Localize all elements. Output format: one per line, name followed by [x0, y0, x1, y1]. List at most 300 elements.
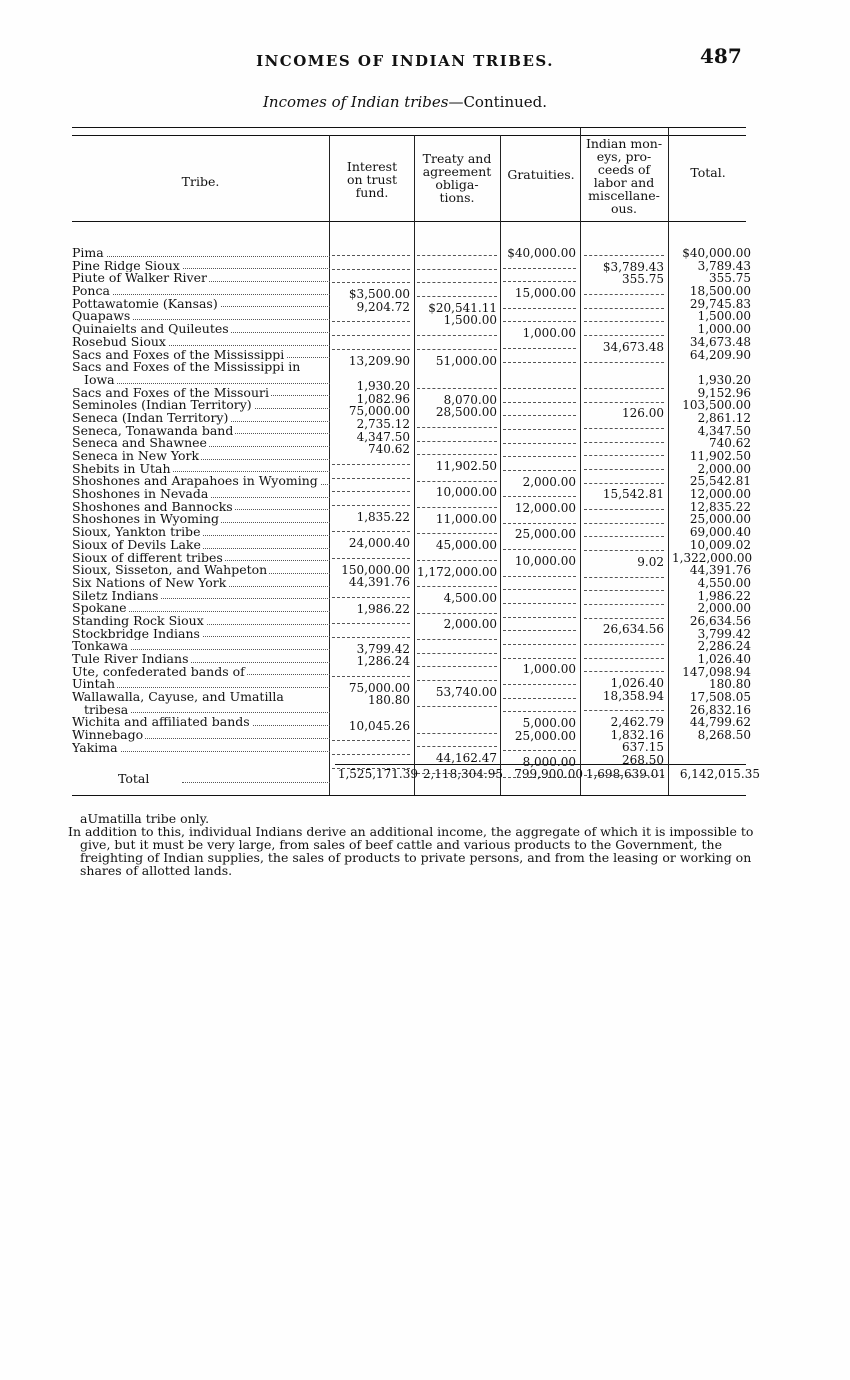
table-row — [72, 336, 330, 349]
total-cell: 25,542.81 — [689, 474, 751, 489]
gratuities-cell — [503, 421, 576, 430]
gratuities-cell — [503, 636, 576, 645]
tribe-name: Shoshones and Bannocks — [72, 500, 233, 514]
treaty-cell — [417, 247, 497, 256]
treaty-cell: 1,500.00 — [443, 313, 497, 328]
gratuities-cell — [503, 690, 576, 699]
tribe-name: Rosebud Sioux — [72, 335, 166, 349]
table-row — [72, 412, 330, 425]
labor-cell — [584, 447, 664, 456]
table-row — [72, 602, 330, 615]
total-grand: 6,142,015.35 — [679, 767, 760, 781]
labor-cell: 9.02 — [637, 554, 664, 569]
gratuities-cell: 1,000.00 — [522, 326, 576, 341]
labor-cell: 26,634.56 — [602, 622, 664, 637]
tribe-name: Uintah — [72, 678, 116, 692]
treaty-cell: 53,740.00 — [435, 684, 497, 699]
gratuities-cell — [503, 488, 576, 497]
tribe-name: Quinaielts and Quileutes — [72, 323, 229, 336]
table-row — [72, 399, 330, 412]
gratuities-cell: 10,000.00 — [514, 553, 576, 568]
tribe-name: Shoshones in Wyoming — [72, 513, 220, 527]
tribe-name: Quapaws — [72, 310, 131, 324]
total-cell: 4,347.50 — [697, 423, 751, 438]
tribe-name: Shoshones in Nevada — [72, 488, 209, 501]
tribe-name: Tule River Indians — [72, 653, 189, 666]
labor-cell — [584, 542, 664, 551]
tribe-name: Iowa — [72, 374, 117, 387]
table-row — [72, 628, 330, 641]
interest-cell: 1,286.24 — [356, 654, 410, 669]
gratuities-cell — [503, 462, 576, 471]
interest-cell: 75,000.00 — [348, 404, 410, 419]
gratuities-cell — [503, 622, 576, 631]
tribe-name: Six Nations of New York — [72, 576, 227, 590]
gratuities-cell — [503, 609, 576, 618]
tribe-name: Pottawatomie (Kansas) — [72, 297, 218, 311]
column-divider — [414, 135, 415, 795]
tribe-name: Pine Ridge Sioux — [72, 259, 180, 273]
footnote-text: In addition to this, individual Indians derive an additional income, the aggregate of which it is impossible to give, but it must be very large, from sales of beef cattle and various products to the Government, the freighting of Indian supplies, the sales of products to private persons, and from the leasing or working on shares of allotted lands. — [68, 824, 754, 878]
table-row — [72, 323, 330, 336]
total-cell: 2,861.12 — [697, 410, 751, 425]
tribe-name: Winnebago — [72, 729, 144, 742]
tribe-name: Seneca and Shawnee — [72, 437, 207, 450]
gratuities-cell: 15,000.00 — [514, 286, 576, 301]
table-row — [72, 716, 330, 729]
total-cell: 3,789.43 — [697, 258, 751, 273]
treaty-cell: 44,162.47 — [435, 751, 497, 766]
treaty-cell — [417, 578, 497, 587]
labor-cell: 1,026.40 — [610, 676, 664, 690]
interest-cell — [332, 615, 410, 624]
labor-cell — [584, 286, 664, 295]
tribe-name: Sacs and Foxes of the Mississippi in — [72, 361, 301, 374]
gratuities-cell — [503, 568, 576, 577]
total-cell: 26,832.16 — [689, 702, 751, 717]
table-row — [72, 425, 330, 438]
column-divider — [580, 128, 581, 795]
tribe-name: Sacs and Foxes of the Missouri — [72, 386, 269, 400]
gratuities-cell — [503, 742, 576, 751]
treaty-cell: 11,902.50 — [435, 459, 497, 473]
gratuities-column — [503, 247, 576, 783]
total-cell — [672, 361, 751, 374]
table-row — [72, 488, 330, 501]
labor-cell — [584, 367, 664, 380]
treaty-cell — [417, 274, 497, 283]
table-bottom-rule — [72, 795, 746, 796]
tribe-name: Tonkawa — [72, 640, 129, 653]
interest-cell: 4,347.50 — [356, 429, 410, 444]
treaty-cell — [417, 725, 497, 734]
tribe-column — [72, 247, 330, 755]
gratuities-cell — [503, 367, 576, 380]
interest-cell — [332, 470, 410, 479]
table-row — [72, 577, 330, 590]
total-cell: 12,835.22 — [689, 499, 751, 514]
labor-cell: 18,358.94 — [602, 688, 664, 703]
gratuities-cell — [503, 407, 576, 416]
tribe-name: Stockbridge Indians — [72, 627, 200, 641]
tribe-name: Seminoles (Indian Territory) — [72, 399, 252, 412]
treaty-cell — [417, 367, 497, 380]
col-header-treaty: Treaty and agreement obliga-tions. — [422, 151, 492, 205]
tribe-name: Sioux, Yankton tribe — [72, 526, 201, 539]
table-row — [72, 615, 330, 628]
total-cell: 1,986.22 — [697, 588, 751, 603]
table-row — [72, 310, 330, 323]
tribe-name: Seneca in New York — [72, 450, 200, 463]
table-row — [72, 691, 330, 704]
labor-cell: 268.50 — [622, 753, 664, 768]
treaty-cell: 45,000.00 — [435, 538, 497, 553]
treaty-cell — [417, 712, 497, 725]
treaty-cell: 4,500.00 — [443, 590, 497, 605]
interest-cell — [332, 313, 410, 322]
gratuities-cell — [503, 515, 576, 524]
gratuities-cell — [503, 273, 576, 282]
table-row — [72, 590, 330, 603]
interest-cell — [332, 707, 410, 720]
interest-cell — [332, 327, 410, 336]
treaty-cell — [417, 327, 497, 336]
interest-cell: 1,082.96 — [356, 391, 410, 406]
column-divider — [668, 128, 669, 795]
interest-cell: 9,204.72 — [356, 299, 410, 314]
gratuities-cell: 8,000.00 — [522, 755, 576, 770]
total-cell: 103,500.00 — [682, 398, 751, 413]
labor-cell — [584, 313, 664, 322]
gratuities-cell: 25,000.00 — [514, 728, 576, 743]
interest-cell: $3,500.00 — [348, 287, 410, 302]
table-row — [72, 272, 330, 285]
interest-cell — [332, 341, 410, 350]
total-column — [672, 247, 751, 755]
table-row — [72, 666, 330, 679]
table-row — [72, 260, 330, 273]
tribe-name: Seneca, Tonawanda band — [72, 424, 234, 438]
treaty-cell: 28,500.00 — [435, 405, 497, 420]
interest-cell — [332, 497, 410, 506]
tribe-name: Shoshones and Arapahoes in Wyoming — [72, 475, 318, 489]
interest-cell — [332, 550, 410, 559]
treaty-cell — [417, 261, 497, 270]
treaty-cell — [417, 288, 497, 297]
tribe-name: Wichita and affiliated bands — [72, 716, 250, 730]
tribe-name: Sacs and Foxes of the Mississippi — [72, 348, 285, 362]
total-cell — [672, 742, 751, 755]
total-cell: 2,000.00 — [697, 461, 751, 476]
treaty-cell — [417, 499, 497, 508]
table-row — [72, 564, 330, 577]
caption-italic: Incomes of Indian tribes — [262, 93, 449, 111]
total-cell: 180.80 — [709, 677, 751, 692]
treaty-cell — [417, 552, 497, 561]
total-cell: 355.75 — [709, 271, 751, 286]
labor-cell — [584, 394, 664, 403]
labor-cell — [584, 610, 664, 619]
table-row — [72, 513, 330, 526]
treaty-cell — [417, 380, 497, 389]
labor-cell: 1,832.16 — [610, 727, 664, 742]
table-row — [72, 374, 330, 387]
interest-cell: 1,835.22 — [356, 509, 410, 524]
table-row — [72, 349, 330, 362]
interest-cell — [332, 274, 410, 283]
gratuities-cell — [503, 541, 576, 550]
table-row — [72, 437, 330, 450]
interest-cell: 10,045.26 — [348, 718, 410, 733]
labor-cell — [584, 327, 664, 336]
tribe-name: Wallawalla, Cayuse, and Umatilla — [72, 691, 284, 704]
labor-cell — [584, 247, 664, 256]
total-cell: 18,500.00 — [689, 284, 751, 299]
labor-cell: 34,673.48 — [602, 339, 664, 354]
col-header-labor: Indian mon-eys, pro-ceeds of labor and miscellane-ous. — [585, 136, 663, 216]
table-row — [72, 463, 330, 476]
gratuities-cell — [503, 435, 576, 444]
total-cell: 9,152.96 — [697, 385, 751, 400]
gratuities-cell: 1,000.00 — [522, 662, 576, 677]
gratuities-cell — [503, 581, 576, 590]
labor-column — [584, 247, 664, 781]
column-divider — [500, 135, 501, 795]
treaty-cell: 11,000.00 — [435, 511, 497, 526]
treaty-cell: $20,541.11 — [428, 300, 497, 315]
labor-cell: 637.15 — [622, 740, 664, 755]
treaty-cell — [417, 446, 497, 455]
total-cell: 147,098.94 — [682, 664, 751, 679]
table-row — [72, 742, 330, 755]
interest-cell: 24,000.40 — [348, 536, 410, 551]
col-header-total: Total. — [690, 165, 726, 180]
labor-cell — [584, 596, 664, 605]
total-cell: 4,550.00 — [697, 575, 751, 590]
labor-cell — [584, 300, 664, 309]
total-cell: 1,000.00 — [697, 322, 751, 337]
table-row — [72, 526, 330, 539]
table-row — [72, 704, 330, 717]
labor-cell: 355.75 — [622, 272, 664, 287]
table-row — [72, 475, 330, 488]
interest-cell — [332, 629, 410, 638]
gratuities-cell — [503, 650, 576, 659]
gratuities-cell — [503, 703, 576, 712]
treaty-cell — [417, 645, 497, 654]
tribe-name: Yakima — [72, 741, 118, 755]
interest-cell: 44,391.76 — [348, 575, 410, 590]
table-caption — [0, 93, 810, 111]
interest-cell: 1,986.22 — [356, 601, 410, 616]
total-cell: 12,000.00 — [689, 487, 751, 502]
table-row — [72, 653, 330, 666]
interest-cell — [332, 483, 410, 492]
treaty-cell — [417, 631, 497, 640]
gratuities-cell — [503, 313, 576, 322]
labor-cell — [584, 650, 664, 659]
col-header-interest: Interest on trust fund. — [346, 159, 398, 200]
total-treaty: 2,118,304.95 — [422, 767, 503, 781]
interest-cell: 1,930.20 — [356, 378, 410, 393]
total-cell: 2,000.00 — [697, 601, 751, 616]
tribe-name: Sioux of different tribes — [72, 551, 223, 565]
tribe-name: Piute of Walker River — [72, 272, 207, 286]
table-row — [72, 361, 330, 374]
footnotes — [68, 811, 765, 878]
gratuities-cell — [503, 300, 576, 309]
tribe-name: Ute, confederated bands of — [72, 665, 245, 679]
total-leader-dots — [182, 782, 330, 783]
interest-cell — [332, 456, 410, 465]
tribe-name: Sioux of Devils Lake — [72, 538, 201, 552]
interest-cell: 740.62 — [368, 442, 410, 457]
total-cell: 17,508.05 — [689, 690, 751, 705]
page-number: 487 — [700, 44, 742, 68]
labor-cell: 15,542.81 — [602, 487, 664, 502]
labor-cell — [584, 663, 664, 672]
treaty-cell: 51,000.00 — [435, 353, 497, 368]
interest-cell: 13,209.90 — [348, 353, 410, 368]
interest-cell — [332, 746, 410, 755]
treaty-cell — [417, 525, 497, 534]
labor-cell — [584, 702, 664, 711]
interest-cell: 180.80 — [368, 693, 410, 708]
treaty-cell — [417, 605, 497, 614]
total-interest: 1,525,171.39 — [337, 767, 418, 781]
labor-cell — [584, 501, 664, 510]
labor-cell — [584, 380, 664, 389]
tribe-name: Ponca — [72, 285, 110, 298]
total-cell: 44,391.76 — [689, 563, 751, 578]
gratuities-cell — [503, 354, 576, 363]
caption-rest: —Continued. — [448, 93, 548, 111]
gratuities-cell — [503, 394, 576, 403]
table-row — [72, 539, 330, 552]
table-row — [72, 729, 330, 742]
interest-cell — [332, 523, 410, 532]
total-cell: 1,322,000.00 — [672, 550, 753, 565]
labor-cell — [584, 515, 664, 524]
interest-cell: 2,735.12 — [356, 416, 410, 431]
interest-cell: 150,000.00 — [341, 562, 410, 577]
table-row — [72, 298, 330, 311]
total-cell: 1,026.40 — [697, 652, 751, 666]
treaty-cell — [417, 672, 497, 681]
gratuities-cell: 5,000.00 — [522, 716, 576, 731]
tribe-name: Shebits in Utah — [72, 462, 171, 476]
treaty-cell — [417, 738, 497, 747]
labor-cell — [584, 569, 664, 578]
labor-cell: $3,789.43 — [602, 259, 664, 274]
interest-cell — [332, 261, 410, 270]
tribe-name: Standing Rock Sioux — [72, 614, 204, 628]
total-cell: 69,000.40 — [689, 525, 751, 540]
tribe-name: Sioux, Sisseton, and Wahpeton — [72, 564, 268, 577]
treaty-cell — [417, 341, 497, 350]
tribe-name: Siletz Indians — [72, 589, 159, 603]
footnote-a: aUmatilla tribe only. — [80, 811, 210, 826]
total-cell: 1,500.00 — [697, 309, 751, 324]
treaty-cell: 2,000.00 — [443, 617, 497, 632]
tribe-name: Seneca (Indan Territory) — [72, 411, 229, 425]
interest-column — [332, 247, 410, 774]
gratuities-cell — [503, 676, 576, 685]
page-title: INCOMES OF INDIAN TRIBES. — [256, 52, 554, 70]
treaty-column — [417, 247, 497, 779]
interest-cell — [332, 668, 410, 677]
table-row — [72, 678, 330, 691]
total-cell: 25,000.00 — [689, 512, 751, 527]
labor-cell — [584, 528, 664, 537]
total-cell: 29,745.83 — [689, 296, 751, 311]
col-header-tribe: Tribe. — [181, 174, 220, 189]
treaty-cell — [417, 433, 497, 442]
treaty-cell — [417, 698, 497, 707]
labor-cell — [584, 354, 664, 363]
tribe-name: tribesa — [72, 704, 130, 717]
total-cell: 8,268.50 — [697, 728, 751, 743]
labor-cell: 2,462.79 — [610, 715, 664, 730]
col-header-gratuities: Gratuities. — [507, 167, 575, 182]
labor-cell — [584, 461, 664, 470]
gratuities-cell: 2,000.00 — [522, 474, 576, 489]
interest-cell — [332, 732, 410, 741]
total-label: Total — [118, 771, 150, 786]
labor-cell — [584, 475, 664, 484]
total-cell: 3,799.42 — [697, 626, 751, 641]
gratuities-cell — [503, 340, 576, 349]
interest-cell — [332, 247, 410, 256]
labor-cell — [584, 582, 664, 591]
table-row — [72, 640, 330, 653]
table-row — [72, 501, 330, 514]
total-cell: $40,000.00 — [682, 246, 751, 260]
header-bottom-rule — [72, 221, 746, 222]
treaty-cell: 1,172,000.00 — [417, 564, 498, 579]
labor-cell — [584, 420, 664, 429]
labor-cell — [584, 636, 664, 645]
table-row — [72, 285, 330, 298]
treaty-cell: 10,000.00 — [435, 485, 497, 500]
tribe-name: Pima — [72, 247, 104, 260]
interest-cell: 3,799.42 — [356, 641, 410, 656]
table-row — [72, 387, 330, 400]
interest-cell: 75,000.00 — [348, 680, 410, 695]
table-row — [72, 450, 330, 463]
total-cell: 64,209.90 — [689, 347, 751, 362]
labor-cell: 126.00 — [622, 406, 664, 421]
total-cell: 740.62 — [709, 436, 751, 451]
table-row — [72, 247, 330, 260]
interest-cell — [332, 367, 410, 380]
labor-cell — [584, 434, 664, 443]
total-cell: 26,634.56 — [689, 613, 751, 628]
total-cell: 1,930.20 — [697, 372, 751, 387]
total-cell: 2,286.24 — [697, 639, 751, 654]
total-cell: 44,799.62 — [689, 715, 751, 730]
gratuities-cell — [503, 595, 576, 604]
gratuities-cell: $40,000.00 — [507, 246, 576, 260]
gratuities-cell — [503, 380, 576, 389]
gratuities-cell: 25,000.00 — [514, 527, 576, 542]
treaty-cell — [417, 419, 497, 428]
treaty-cell — [417, 473, 497, 482]
tribe-name: Spokane — [72, 602, 127, 615]
total-cell: 11,902.50 — [689, 449, 751, 463]
gratuities-cell — [503, 448, 576, 457]
total-gratuities: 799,900.00 — [514, 767, 583, 781]
